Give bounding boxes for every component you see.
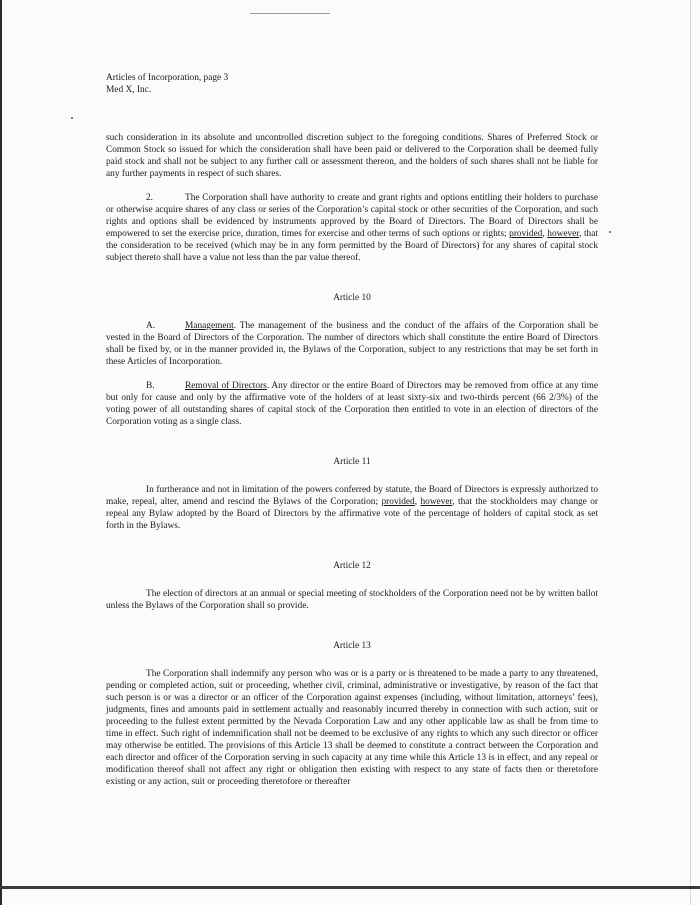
paragraph-2 xyxy=(106,192,598,264)
section-label: B. xyxy=(146,381,155,391)
document-body xyxy=(106,72,598,788)
comma: , xyxy=(542,229,545,239)
article-10-section-a xyxy=(106,320,598,368)
header-title: Articles of Incorporation, page 3 xyxy=(106,73,229,83)
scan-speck xyxy=(71,117,73,119)
article-12-heading: Article 12 xyxy=(333,561,371,571)
article-12-text xyxy=(106,588,598,612)
article-11-heading: Article 11 xyxy=(333,457,371,467)
header-company: Med X, Inc. xyxy=(106,85,152,95)
however-term: however xyxy=(420,497,453,507)
article-10-heading: Article 10 xyxy=(333,293,371,303)
page-header xyxy=(106,72,598,96)
paragraph-2-text-a: The Corporation shall have authority to create and grant rights and options entitling their holders to purchase or otherwise acquire shares of any class or series of the Corporation’s capital stock or other securities of the Corporation, and such rights and options shall be evidenced by instruments approved by the Board of Directors. The Board of Directors shall be empowered to set the exercise price, duration, times for exercise and other terms of such options or rights; xyxy=(106,193,598,239)
article-10-section-b xyxy=(106,380,598,428)
article-13-text xyxy=(106,668,598,788)
paragraph-2-text-b: , that the consideration to be received (which may be in any form permitted by the Board of Directors) for any shares of capital stock subject thereto shall have a value not less than the par value thereof. xyxy=(106,229,598,263)
scan-speck xyxy=(609,231,611,233)
scan-edge-top xyxy=(250,13,330,14)
section-a-title: Management xyxy=(185,321,234,331)
article-11-text-a: In furtherance and not in limitation of the powers conferred by statute, the Board of Directors is expressly authorized to make, repeal, alter, amend and rescind the Bylaws of the Corporation; xyxy=(106,485,598,507)
provided-term: provided xyxy=(381,497,415,507)
scan-edge-bottom xyxy=(0,886,700,889)
scan-edge-left xyxy=(0,0,2,905)
section-b-title: Removal of Directors xyxy=(185,381,267,391)
article-13-heading: Article 13 xyxy=(333,641,371,651)
however-term: however xyxy=(547,229,580,239)
section-label: A. xyxy=(146,321,156,331)
paragraph-number: 2. xyxy=(146,193,154,203)
provided-term: provided xyxy=(509,229,543,239)
paragraph-continuation: such consideration in its absolute and uncontrolled discretion subject to the foregoing conditions. Shares of Preferred Stock or Common Stock so issued for which the consideration shall have been paid or delivered to the Corporation shall be deemed fully paid stock and shall not be subject to any further call or assessment thereon, and the holders of such shares shall not be liable for any further payments in respect of such shares. xyxy=(106,133,598,179)
section-a-text: . The management of the business and the conduct of the affairs of the Corporation shall be vested in the Board of Directors of the Corporation. The number of directors which shall constitute the entire Board of Directors shall be fixed by, or in the manner provided in, the Bylaws of the Corporation, subject to any restrictions that may be set forth in these Articles of Incorporation. xyxy=(106,321,598,367)
article-11-text xyxy=(106,484,598,532)
scan-edge-right xyxy=(690,0,691,905)
section-b-text: . Any director or the entire Board of Directors may be removed from office at any time but only for cause and only by the affirmative vote of the holders of at least sixty-six and two-thirds percent (66 2/3%) of the voting power of all outstanding shares of capital stock of the Corporation then entitled to vote in an election of directors of the Corporation voting as a single class. xyxy=(106,381,598,427)
article-13-body: The Corporation shall indemnify any person who was or is a party or is threatened to be made a party to any threatened, pending or completed action, suit or proceeding, whether civil, criminal, administrative or investigative, by reason of the fact that such person is or was a director or an officer of the Corporation against expenses (including, without limitation, attorneys’ fees), judgments, fines and amounts paid in settlement actually and reasonably incurred thereby in connection with such action, suit or proceeding to the fullest extent permitted by the Nevada Corporation Law and any other applicable law as shall be from time to time in effect. Such right of indemnification shall not be deemed to be exclusive of any rights to which any such director or officer may otherwise be entitled. The provisions of this Article 13 shall be deemed to constitute a contract between the Corporation and each director and officer of the Corporation serving in such capacity at any time while this Article 13 is in effect, and any repeal or modification thereof shall not affect any right or obligation then existing with respect to any state of facts then or theretofore existing or any action, suit or proceeding theretofore or thereafter xyxy=(106,669,598,787)
article-11-text-b: , that the stockholders may change or repeal any Bylaw adopted by the Board of Directors by the affirmative vote of the percentage of holders of capital stock as set forth in the Bylaws. xyxy=(106,497,598,531)
article-12-body: The election of directors at an annual or special meeting of stockholders of the Corporation need not be by written ballot unless the Bylaws of the Corporation shall so provide. xyxy=(106,589,598,611)
comma: , xyxy=(414,497,418,507)
